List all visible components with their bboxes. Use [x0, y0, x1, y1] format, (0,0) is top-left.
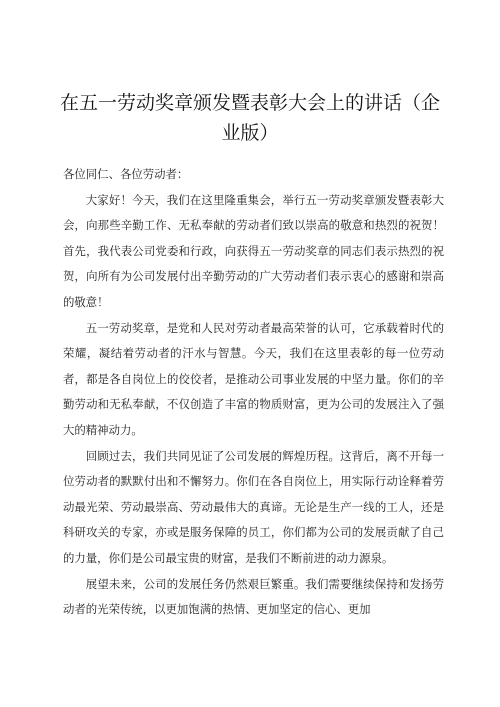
paragraph-4: 展望未来，公司的发展任务仍然艰巨繁重。我们需要继续保持和发扬劳动者的光荣传统，以更加饱满的热情、更加坚定的信心、更加 — [63, 576, 444, 617]
paragraph-1: 大家好！今天，我们在这里隆重集会，举行五一劳动奖章颁发暨表彰大会，向那些辛勤工作、无私奉献的劳动者们致以崇高的敬意和热烈的祝贺！首先，我代表公司党委和行政，向获得五一劳动奖章的同志们表示热烈的祝贺，向所有为公司发展付出辛勤劳动的广大劳动者们表示衷心的感谢和崇高的敬意！ — [63, 192, 444, 309]
paragraph-3: 回顾过去，我们共同见证了公司发展的辉煌历程。这背后，离不开每一位劳动者的默默付出和不懈努力。你们在各自岗位上，用实际行动诠释着劳动最光荣、劳动最崇高、劳动最伟大的真谛。无论是生产一线的工人，还是科研攻关的专家，亦或是服务保障的员工，你们都为公司的发展贡献了自己的力量，你们是公司最宝贵的财富，是我们不断前进的动力源泉。 — [63, 448, 444, 565]
document-title: 在五一劳动奖章颁发暨表彰大会上的讲话（企业版） — [60, 92, 441, 144]
paragraph-2: 五一劳动奖章，是党和人民对劳动者最高荣誉的认可，它承载着时代的荣耀，凝结着劳动者的汗水与智慧。今天，我们在这里表彰的每一位劳动者，都是各自岗位上的佼佼者，是推动公司事业发展的中坚力量。你们的辛勤劳动和无私奉献，不仅创造了丰富的物质财富，更为公司的发展注入了强大的精神动力。 — [63, 320, 444, 437]
document-body — [63, 162, 444, 623]
greeting-line: 各位同仁、各位劳动者： — [63, 167, 189, 181]
